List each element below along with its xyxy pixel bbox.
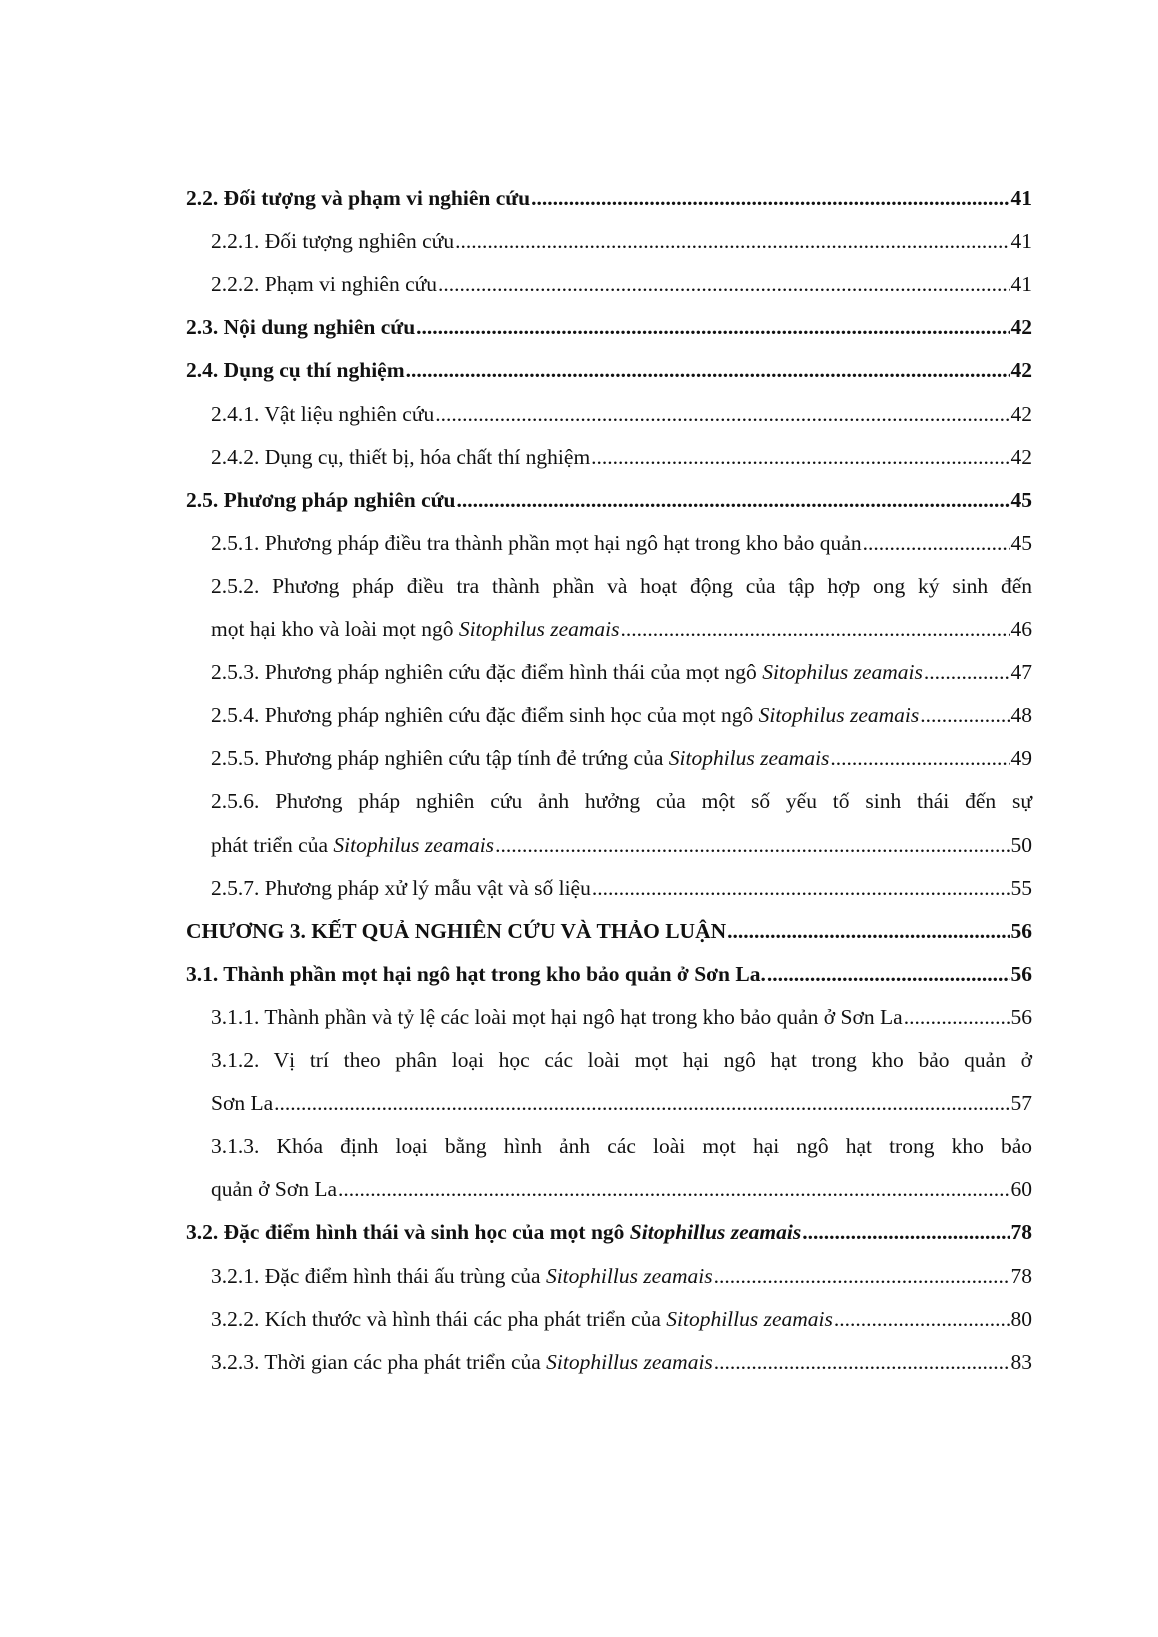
species-name: Sitophillus zeamais: [546, 1349, 713, 1374]
dot-leader: [590, 437, 1009, 477]
page-number: 45: [1010, 530, 1032, 555]
toc-entry: [0, 350, 1158, 390]
title-text: 2.4.1. Vật liệu nghiên cứu: [211, 401, 435, 426]
page-number: 57: [1010, 1091, 1032, 1116]
toc-entry: [0, 997, 1158, 1037]
title-text: 2.5.3. Phương pháp nghiên cứu đặc điểm hình thái của mọt ngô: [211, 660, 763, 685]
title-text: 2.4.2. Dụng cụ, thiết bị, hóa chất thí nghiệm: [211, 444, 591, 469]
title-text: 2.5.5. Phương pháp nghiên cứu tập tính đẻ trứng của: [211, 746, 669, 771]
title-text: 3.2.1. Đặc điểm hình thái ấu trùng của: [211, 1263, 546, 1288]
toc-title: [211, 1048, 1032, 1072]
species-name: Sitophilus zeamais: [333, 832, 495, 857]
toc-entry: [0, 1083, 1158, 1123]
title-text: phát triển của: [211, 832, 334, 857]
toc-entry: [0, 307, 1158, 347]
dot-leader: [620, 609, 1010, 649]
toc-title: [186, 1212, 801, 1252]
dot-leader: [923, 652, 1010, 692]
toc-title: [211, 652, 923, 692]
page-number: 41: [1010, 272, 1032, 297]
toc-entry: [0, 609, 1158, 649]
dot-leader: [454, 221, 1009, 261]
page-number: 41: [1010, 229, 1032, 254]
dot-leader: [273, 1083, 1009, 1123]
toc-entry: [0, 394, 1158, 434]
toc-title: [211, 695, 919, 735]
title-text: 3.1. Thành phần mọt hại ngô hạt trong kho bảo quản ở Sơn La.: [186, 961, 766, 986]
toc-entry: [0, 1299, 1158, 1339]
title-text: mọt hại kho và loài mọt ngô: [211, 617, 459, 641]
species-name: Sitophillus zeamais: [629, 1220, 802, 1245]
toc-entry: [0, 954, 1158, 994]
toc-entry: [0, 523, 1158, 563]
species-name: Sitophillus zeamais: [545, 1263, 713, 1288]
species-name: Sitophilus zeamais: [668, 746, 830, 771]
toc-title: [211, 574, 1032, 598]
dot-leader: [456, 480, 1010, 520]
toc-title: [211, 264, 437, 304]
page-number: 50: [1010, 832, 1032, 857]
page-number: 47: [1010, 660, 1032, 685]
toc-entry: [0, 221, 1158, 261]
page-number: 55: [1010, 875, 1032, 900]
toc-title: [211, 738, 829, 778]
dot-leader: [530, 178, 1009, 218]
title-text: 3.1.3. Khóa định loại bằng hình ảnh các loài mọt hại ngô hạt trong kho bảo: [211, 1134, 1032, 1159]
toc-title: [186, 178, 530, 218]
title-text: 2.3. Nội dung nghiên cứu: [186, 315, 416, 340]
toc-title: [211, 1134, 1032, 1158]
dot-leader: [801, 1212, 1009, 1252]
toc-title: [211, 1342, 713, 1382]
toc-entry: [0, 178, 1158, 218]
title-text: 2.5.7. Phương pháp xử lý mẫu vật và số liệu: [211, 875, 591, 900]
title-text: 3.1.2. Vị trí theo phân loại học các loài mọt hại ngô hạt trong kho bảo quản ở: [211, 1048, 1032, 1072]
dot-leader: [494, 825, 1009, 865]
toc-text-line: [0, 1126, 1158, 1166]
title-text: quản ở Sơn La: [211, 1177, 338, 1202]
toc-title: [186, 911, 726, 951]
toc-title: [211, 997, 903, 1037]
dot-leader: [862, 523, 1010, 563]
page-number: 80: [1010, 1306, 1032, 1331]
toc-title: [211, 1083, 273, 1123]
dot-leader: [405, 350, 1010, 390]
toc-title: [211, 789, 1032, 813]
title-text: Sơn La: [211, 1091, 274, 1116]
page-number: 56: [1010, 961, 1032, 986]
toc-text-line: [0, 1040, 1158, 1080]
dot-leader: [337, 1169, 1009, 1209]
toc-title: [186, 480, 456, 520]
page-number: 46: [1010, 617, 1032, 641]
toc-title: [186, 954, 766, 994]
page-number: 42: [1010, 401, 1032, 426]
toc-entry: [0, 1256, 1158, 1296]
title-text: 3.2. Đặc điểm hình thái và sinh học của mọt ngô: [186, 1220, 630, 1245]
toc-title: [186, 350, 405, 390]
title-text: 2.4. Dụng cụ thí nghiệm: [186, 358, 405, 383]
page-number: 41: [1010, 186, 1032, 210]
dot-leader: [415, 307, 1009, 347]
title-text: 3.1.1. Thành phần và tỷ lệ các loài mọt hại ngô hạt trong kho bảo quản ở Sơn La: [211, 1004, 903, 1029]
toc-entry: [0, 738, 1158, 778]
species-name: Sitophilus zeamais: [758, 703, 920, 728]
dot-leader: [919, 695, 1009, 735]
toc-entry: [0, 264, 1158, 304]
page-number: 42: [1010, 358, 1032, 383]
page-number: 42: [1010, 315, 1032, 340]
toc-entry: [0, 825, 1158, 865]
title-text: 2.5. Phương pháp nghiên cứu: [186, 487, 456, 512]
species-name: Sitophilus zeamais: [762, 660, 923, 685]
dot-leader: [726, 911, 1009, 951]
toc-title: [211, 437, 590, 477]
page-number: 78: [1010, 1263, 1032, 1288]
dot-leader: [437, 264, 1009, 304]
dot-leader: [903, 997, 1010, 1037]
toc-entry: [0, 480, 1158, 520]
toc-entry: [0, 911, 1158, 951]
toc-text-line: [0, 781, 1158, 821]
page-number: 45: [1010, 487, 1032, 512]
toc-text-line: [0, 566, 1158, 606]
toc-title: [211, 394, 434, 434]
page-number: 56: [1010, 918, 1032, 943]
dot-leader: [829, 738, 1009, 778]
page-number: 49: [1010, 746, 1032, 771]
toc-title: [211, 523, 862, 563]
toc-entry: [0, 437, 1158, 477]
toc-entry: [0, 1342, 1158, 1382]
species-name: Sitophilus zeamais: [458, 617, 620, 641]
toc-title: [186, 307, 415, 347]
title-text: 2.5.6. Phương pháp nghiên cứu ảnh hưởng của một số yếu tố sinh thái đến sự: [211, 789, 1032, 814]
dot-leader: [766, 954, 1010, 994]
page-number: 60: [1010, 1177, 1032, 1202]
title-text: 2.2. Đối tượng và phạm vi nghiên cứu: [186, 186, 531, 210]
species-name: Sitophillus zeamais: [666, 1306, 833, 1331]
toc-title: [211, 221, 454, 261]
toc-title: [211, 1299, 833, 1339]
toc-entry: [0, 695, 1158, 735]
toc-title: [211, 1169, 337, 1209]
dot-leader: [591, 868, 1010, 908]
toc-entry: [0, 868, 1158, 908]
page-number: 42: [1010, 444, 1032, 469]
toc-entry: [0, 652, 1158, 692]
page-number: 83: [1010, 1349, 1032, 1374]
dot-leader: [434, 394, 1009, 434]
toc-title: [211, 868, 591, 908]
page-number: 56: [1010, 1004, 1032, 1029]
page-number: 78: [1010, 1220, 1032, 1245]
title-text: 3.2.3. Thời gian các pha phát triển của: [211, 1349, 547, 1374]
page-number: 48: [1010, 703, 1032, 728]
toc-entry: [0, 1212, 1158, 1252]
toc-entry: [0, 1169, 1158, 1209]
dot-leader: [713, 1256, 1010, 1296]
dot-leader: [713, 1342, 1010, 1382]
title-text: 2.2.2. Phạm vi nghiên cứu: [211, 272, 438, 297]
title-text: 2.2.1. Đối tượng nghiên cứu: [211, 229, 455, 254]
title-text: 3.2.2. Kích thước và hình thái các pha phát triển của: [211, 1306, 667, 1331]
toc-title: [211, 825, 494, 865]
title-text: 2.5.2. Phương pháp điều tra thành phần và hoạt động của tập hợp ong ký sinh đến: [211, 573, 1032, 598]
title-text: CHƯƠNG 3. KẾT QUẢ NGHIÊN CỨU VÀ THẢO LUẬN: [186, 918, 727, 943]
dot-leader: [833, 1299, 1010, 1339]
toc-title: [211, 609, 620, 649]
title-text: 2.5.4. Phương pháp nghiên cứu đặc điểm sinh học của mọt ngô: [211, 703, 759, 728]
toc-title: [211, 1256, 713, 1296]
title-text: 2.5.1. Phương pháp điều tra thành phần mọt hại ngô hạt trong kho bảo quản: [211, 530, 862, 555]
